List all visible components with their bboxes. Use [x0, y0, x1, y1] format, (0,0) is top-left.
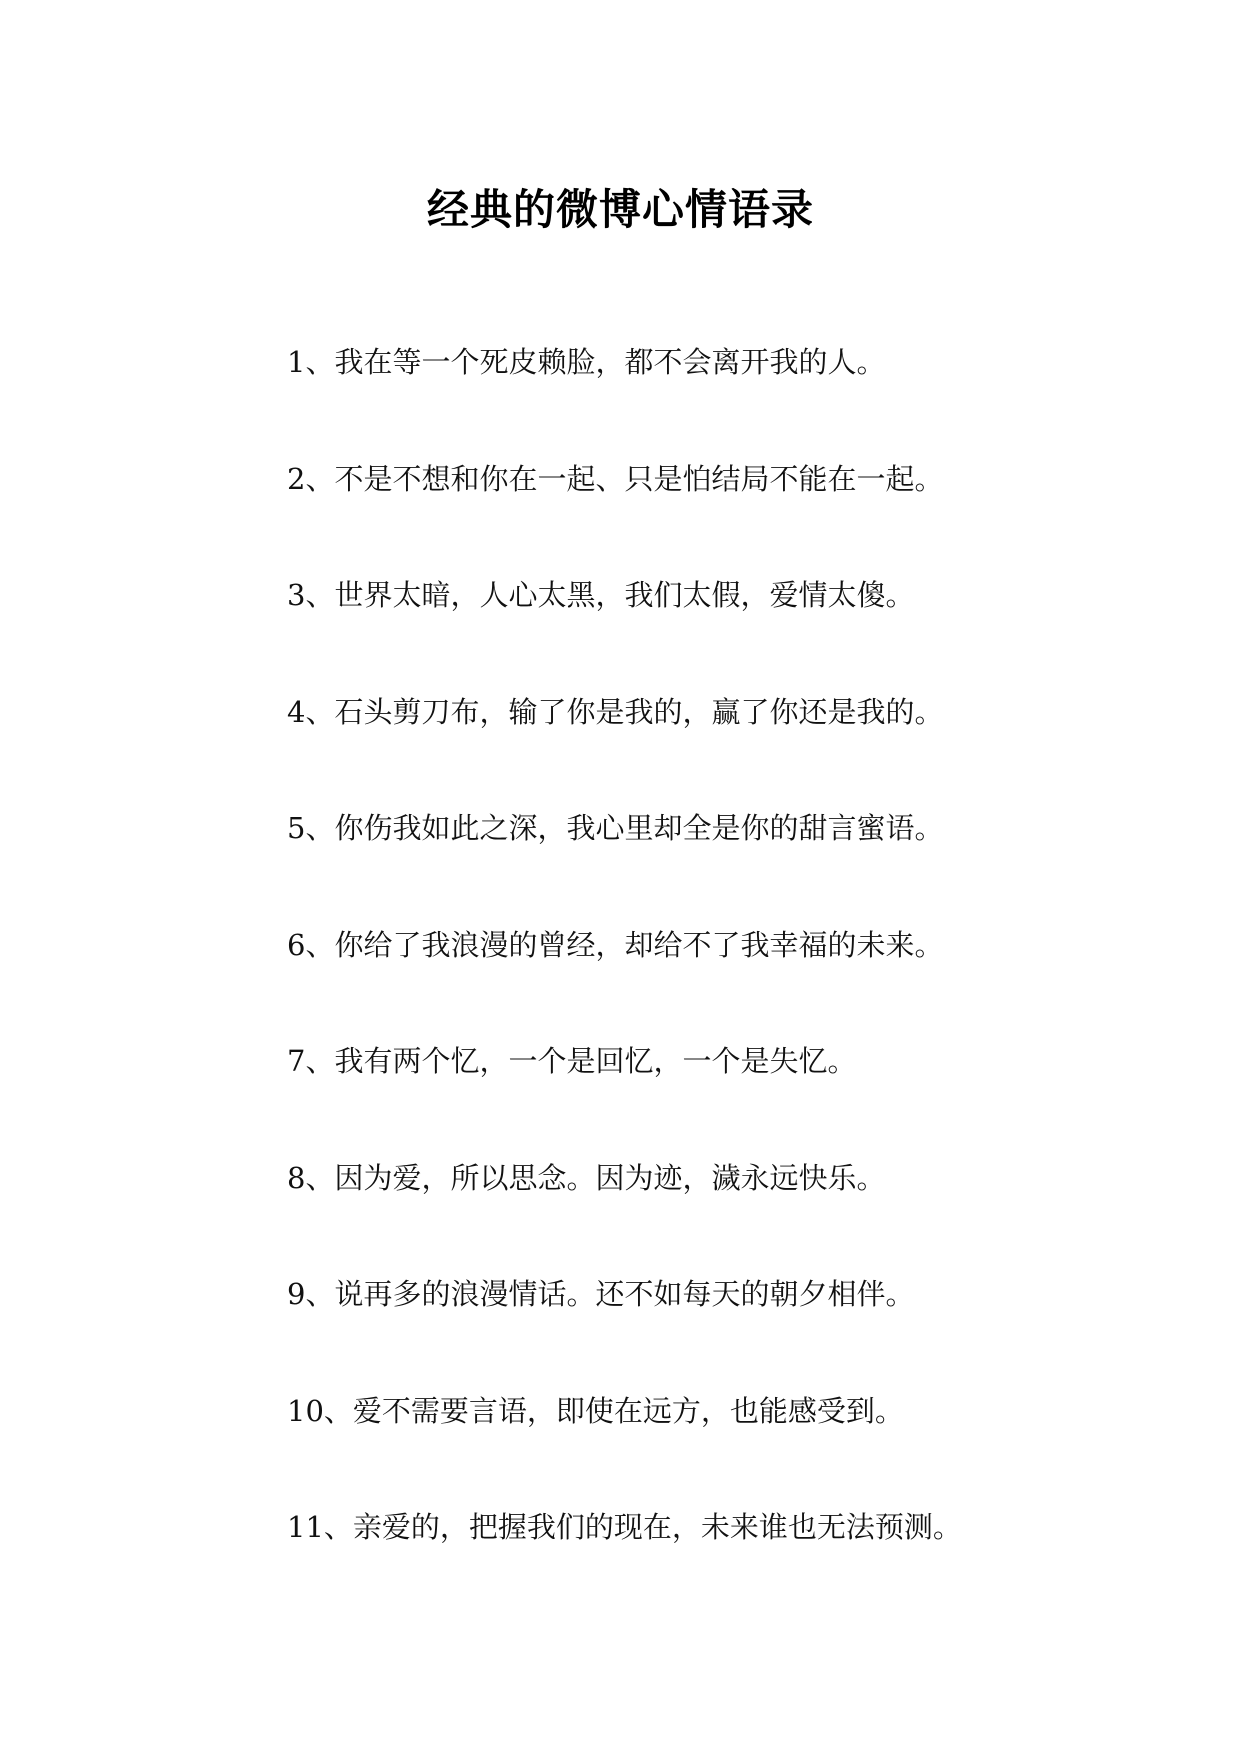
quote-item-6: 6、你给了我浪漫的曾经，却给不了我幸福的未来。: [287, 927, 944, 962]
quote-item-2: 2、不是不想和你在一起、只是怕结局不能在一起。: [287, 461, 944, 496]
document-title: 经典的微博心情语录: [426, 185, 814, 235]
quote-item-1: 1、我在等一个死皮赖脸，都不会离开我的人。: [287, 345, 886, 379]
quote-item-4: 4、石头剪刀布，输了你是我的，赢了你还是我的。: [287, 694, 944, 729]
quote-item-7: 7、我有两个忆，一个是回忆，一个是失忆。: [287, 1044, 857, 1078]
quote-item-9: 9、说再多的浪漫情话。还不如每天的朝夕相伴。: [287, 1277, 915, 1311]
quote-list: [287, 338, 1187, 1620]
quote-item-10: 10、爱不需要言语，即使在远方，也能感受到。: [287, 1393, 904, 1428]
quote-item-8: 8、因为爱，所以思念。因为迹，濊永远快乐。: [287, 1160, 886, 1195]
quote-item-5: 5、你伤我如此之深，我心里却全是你的甜言蜜语。: [287, 811, 944, 845]
quote-item-3: 3、世界太暗，人心太黑，我们太假，爱情太傻。: [287, 578, 915, 612]
quote-item-11: 11、亲爱的，把握我们的现在，未来谁也无法预测。: [287, 1510, 962, 1544]
